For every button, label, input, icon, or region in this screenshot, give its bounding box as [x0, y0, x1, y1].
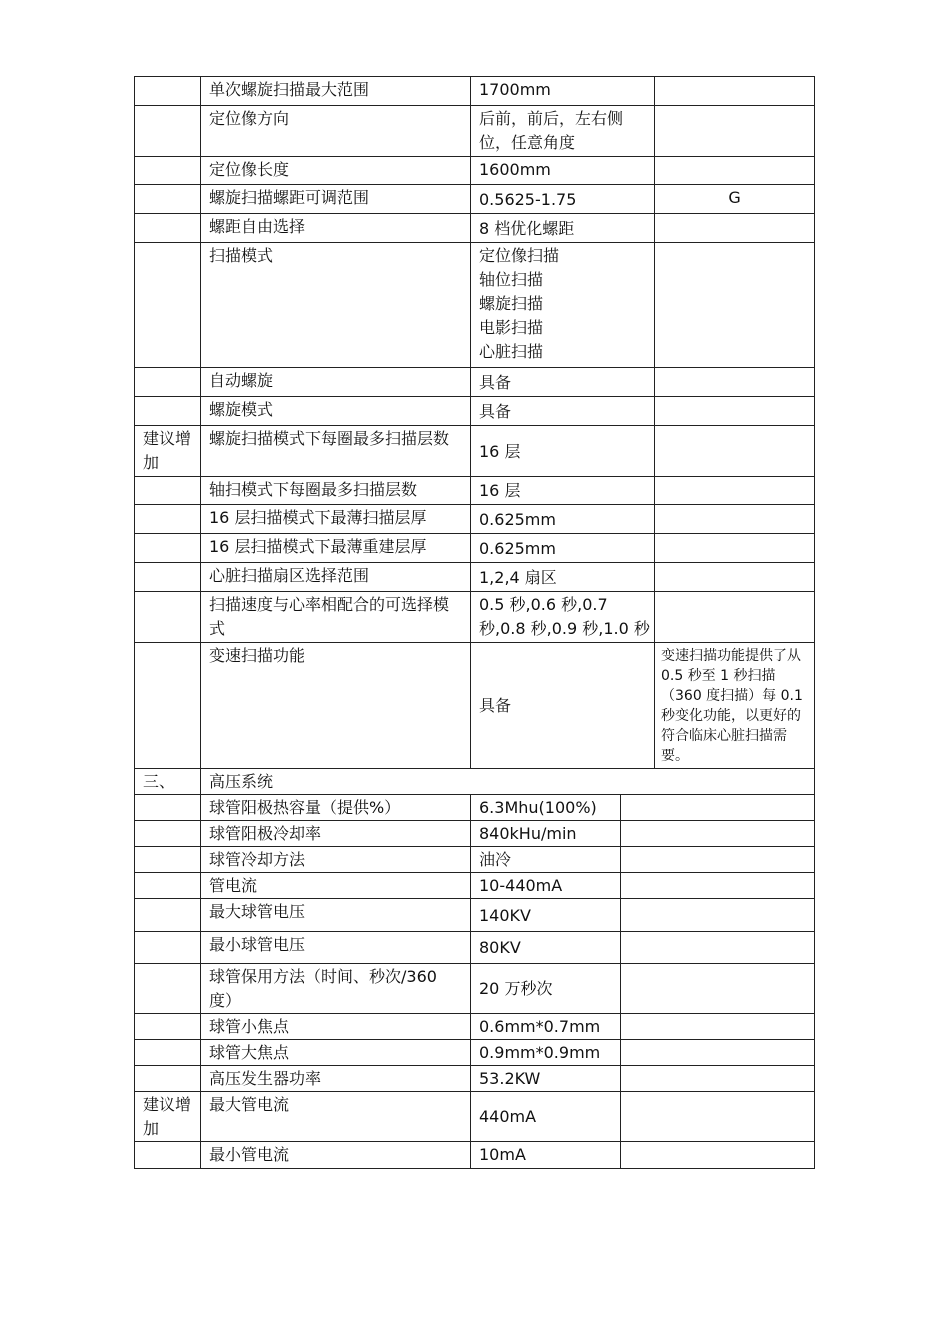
cell-note: [621, 795, 815, 821]
scan-mode-item: 心脏扫描: [479, 342, 544, 361]
cell-value: 6.3Mhu(100%): [471, 795, 621, 821]
cell-item: 16 层扫描模式下最薄重建层厚: [201, 534, 471, 563]
cell-a: [135, 243, 201, 368]
table-row: [135, 368, 815, 397]
cell-item: 变速扫描功能: [201, 643, 471, 769]
cell-item: 16 层扫描模式下最薄扫描层厚: [201, 505, 471, 534]
table-row: [135, 1092, 815, 1142]
cell-a: [135, 368, 201, 397]
cell-item: 自动螺旋: [201, 368, 471, 397]
cell-note: [655, 505, 815, 534]
scan-mode-item: 定位像扫描: [479, 246, 560, 265]
cell-item: 球管冷却方法: [201, 847, 471, 873]
cell-a: [135, 1142, 201, 1169]
cell-note: [621, 1040, 815, 1066]
cell-item: 球管保用方法（时间、秒次/360 度）: [201, 964, 471, 1014]
spec-table: [134, 76, 815, 1169]
cell-item: 螺距自由选择: [201, 214, 471, 243]
table-row: [135, 592, 815, 643]
table-row: [135, 397, 815, 426]
table-row: [135, 534, 815, 563]
table-row: [135, 1040, 815, 1066]
cell-note: [621, 821, 815, 847]
cell-item: 心脏扫描扇区选择范围: [201, 563, 471, 592]
cell-value: 80KV: [471, 932, 621, 964]
cell-item: 高压发生器功率: [201, 1066, 471, 1092]
cell-note: [621, 1092, 815, 1142]
cell-item: 扫描模式: [201, 243, 471, 368]
table-row: [135, 795, 815, 821]
section-title: 高压系统: [201, 769, 815, 795]
cell-note: [655, 214, 815, 243]
cell-value: 具备: [471, 643, 655, 769]
table-row: [135, 1066, 815, 1092]
cell-a: [135, 563, 201, 592]
cell-note: [655, 368, 815, 397]
cell-value: 0.5 秒,0.6 秒,0.7 秒,0.8 秒,0.9 秒,1.0 秒: [471, 592, 655, 643]
cell-item: 球管阳极热容量（提供%）: [201, 795, 471, 821]
table-row: [135, 185, 815, 214]
cell-item: 单次螺旋扫描最大范围: [201, 77, 471, 106]
table-row: [135, 214, 815, 243]
cell-a: [135, 932, 201, 964]
cell-value: 10-440mA: [471, 873, 621, 899]
table-row: [135, 477, 815, 505]
cell-value: 油冷: [471, 847, 621, 873]
cell-value: 0.9mm*0.9mm: [471, 1040, 621, 1066]
cell-a: 建议增加: [135, 426, 201, 477]
scan-mode-item: 轴位扫描: [479, 270, 544, 289]
table-row: [135, 899, 815, 932]
cell-item: 管电流: [201, 873, 471, 899]
cell-note: [621, 899, 815, 932]
cell-item: 定位像长度: [201, 157, 471, 185]
cell-item: 最大管电流: [201, 1092, 471, 1142]
cell-value: 0.6mm*0.7mm: [471, 1014, 621, 1040]
cell-value: 140KV: [471, 899, 621, 932]
cell-item: 轴扫模式下每圈最多扫描层数: [201, 477, 471, 505]
cell-a: [135, 643, 201, 769]
cell-a: 建议增加: [135, 1092, 201, 1142]
cell-value: 1600mm: [471, 157, 655, 185]
table-row: [135, 873, 815, 899]
table-row: [135, 157, 815, 185]
table-row: [135, 243, 815, 368]
scan-mode-item: 电影扫描: [479, 318, 544, 337]
cell-value: 440mA: [471, 1092, 621, 1142]
cell-value: 1,2,4 扇区: [471, 563, 655, 592]
cell-a: [135, 1040, 201, 1066]
cell-a: [135, 1014, 201, 1040]
cell-a: [135, 1066, 201, 1092]
table-row: [135, 932, 815, 964]
cell-a: [135, 77, 201, 106]
cell-note: [621, 964, 815, 1014]
cell-note: [655, 397, 815, 426]
cell-a: [135, 106, 201, 157]
cell-value: 53.2KW: [471, 1066, 621, 1092]
cell-note: [621, 873, 815, 899]
cell-value: 10mA: [471, 1142, 621, 1169]
section-header-row: [135, 769, 815, 795]
cell-a: [135, 477, 201, 505]
cell-item: 螺旋扫描螺距可调范围: [201, 185, 471, 214]
cell-note: [621, 932, 815, 964]
cell-item: 定位像方向: [201, 106, 471, 157]
cell-a: [135, 534, 201, 563]
cell-a: [135, 847, 201, 873]
table-row: [135, 106, 815, 157]
cell-value: 具备: [471, 368, 655, 397]
cell-item: 最小管电流: [201, 1142, 471, 1169]
cell-value: 1700mm: [471, 77, 655, 106]
cell-item: 螺旋模式: [201, 397, 471, 426]
cell-a: [135, 964, 201, 1014]
table-row: [135, 964, 815, 1014]
cell-item: 螺旋扫描模式下每圈最多扫描层数: [201, 426, 471, 477]
cell-value: 16 层: [471, 426, 655, 477]
table-row: [135, 426, 815, 477]
cell-value: 8 档优化螺距: [471, 214, 655, 243]
cell-item: 最小球管电压: [201, 932, 471, 964]
table-row: [135, 505, 815, 534]
cell-value: 20 万秒次: [471, 964, 621, 1014]
cell-note: [621, 847, 815, 873]
cell-note: [621, 1066, 815, 1092]
scan-mode-item: 螺旋扫描: [479, 294, 544, 313]
cell-item: 球管小焦点: [201, 1014, 471, 1040]
cell-a: [135, 214, 201, 243]
cell-a: [135, 397, 201, 426]
cell-a: [135, 592, 201, 643]
cell-note: [621, 1142, 815, 1169]
table-row: [135, 77, 815, 106]
table-row: [135, 643, 815, 769]
cell-note: [655, 477, 815, 505]
cell-note: G: [655, 185, 815, 214]
cell-value: 840kHu/min: [471, 821, 621, 847]
cell-note: [655, 106, 815, 157]
cell-a: [135, 795, 201, 821]
cell-note: [655, 563, 815, 592]
table-row: [135, 563, 815, 592]
cell-item: 最大球管电压: [201, 899, 471, 932]
cell-value: 0.625mm: [471, 505, 655, 534]
cell-value: 后前，前后，左右侧位，任意角度: [471, 106, 655, 157]
table-row: [135, 1142, 815, 1169]
cell-note: [655, 426, 815, 477]
cell-note: [655, 592, 815, 643]
cell-value: 0.625mm: [471, 534, 655, 563]
cell-value: 具备: [471, 397, 655, 426]
cell-a: [135, 185, 201, 214]
section-number: 三、: [135, 769, 201, 795]
cell-value: 0.5625-1.75: [471, 185, 655, 214]
cell-note: 变速扫描功能提供了从 0.5 秒至 1 秒扫描（360 度扫描）每 0.1 秒变化功能，以更好的符合临床心脏扫描需要。: [655, 643, 815, 769]
cell-note: [655, 77, 815, 106]
cell-note: [655, 243, 815, 368]
cell-note: [655, 157, 815, 185]
cell-item: 球管大焦点: [201, 1040, 471, 1066]
table-row: [135, 847, 815, 873]
cell-a: [135, 821, 201, 847]
cell-note: [621, 1014, 815, 1040]
cell-value: 16 层: [471, 477, 655, 505]
cell-a: [135, 505, 201, 534]
cell-note: [655, 534, 815, 563]
cell-value-list: [471, 243, 655, 368]
cell-item: 扫描速度与心率相配合的可选择模式: [201, 592, 471, 643]
table-row: [135, 821, 815, 847]
table-row: [135, 1014, 815, 1040]
cell-item: 球管阳极冷却率: [201, 821, 471, 847]
cell-a: [135, 873, 201, 899]
cell-a: [135, 899, 201, 932]
cell-a: [135, 157, 201, 185]
